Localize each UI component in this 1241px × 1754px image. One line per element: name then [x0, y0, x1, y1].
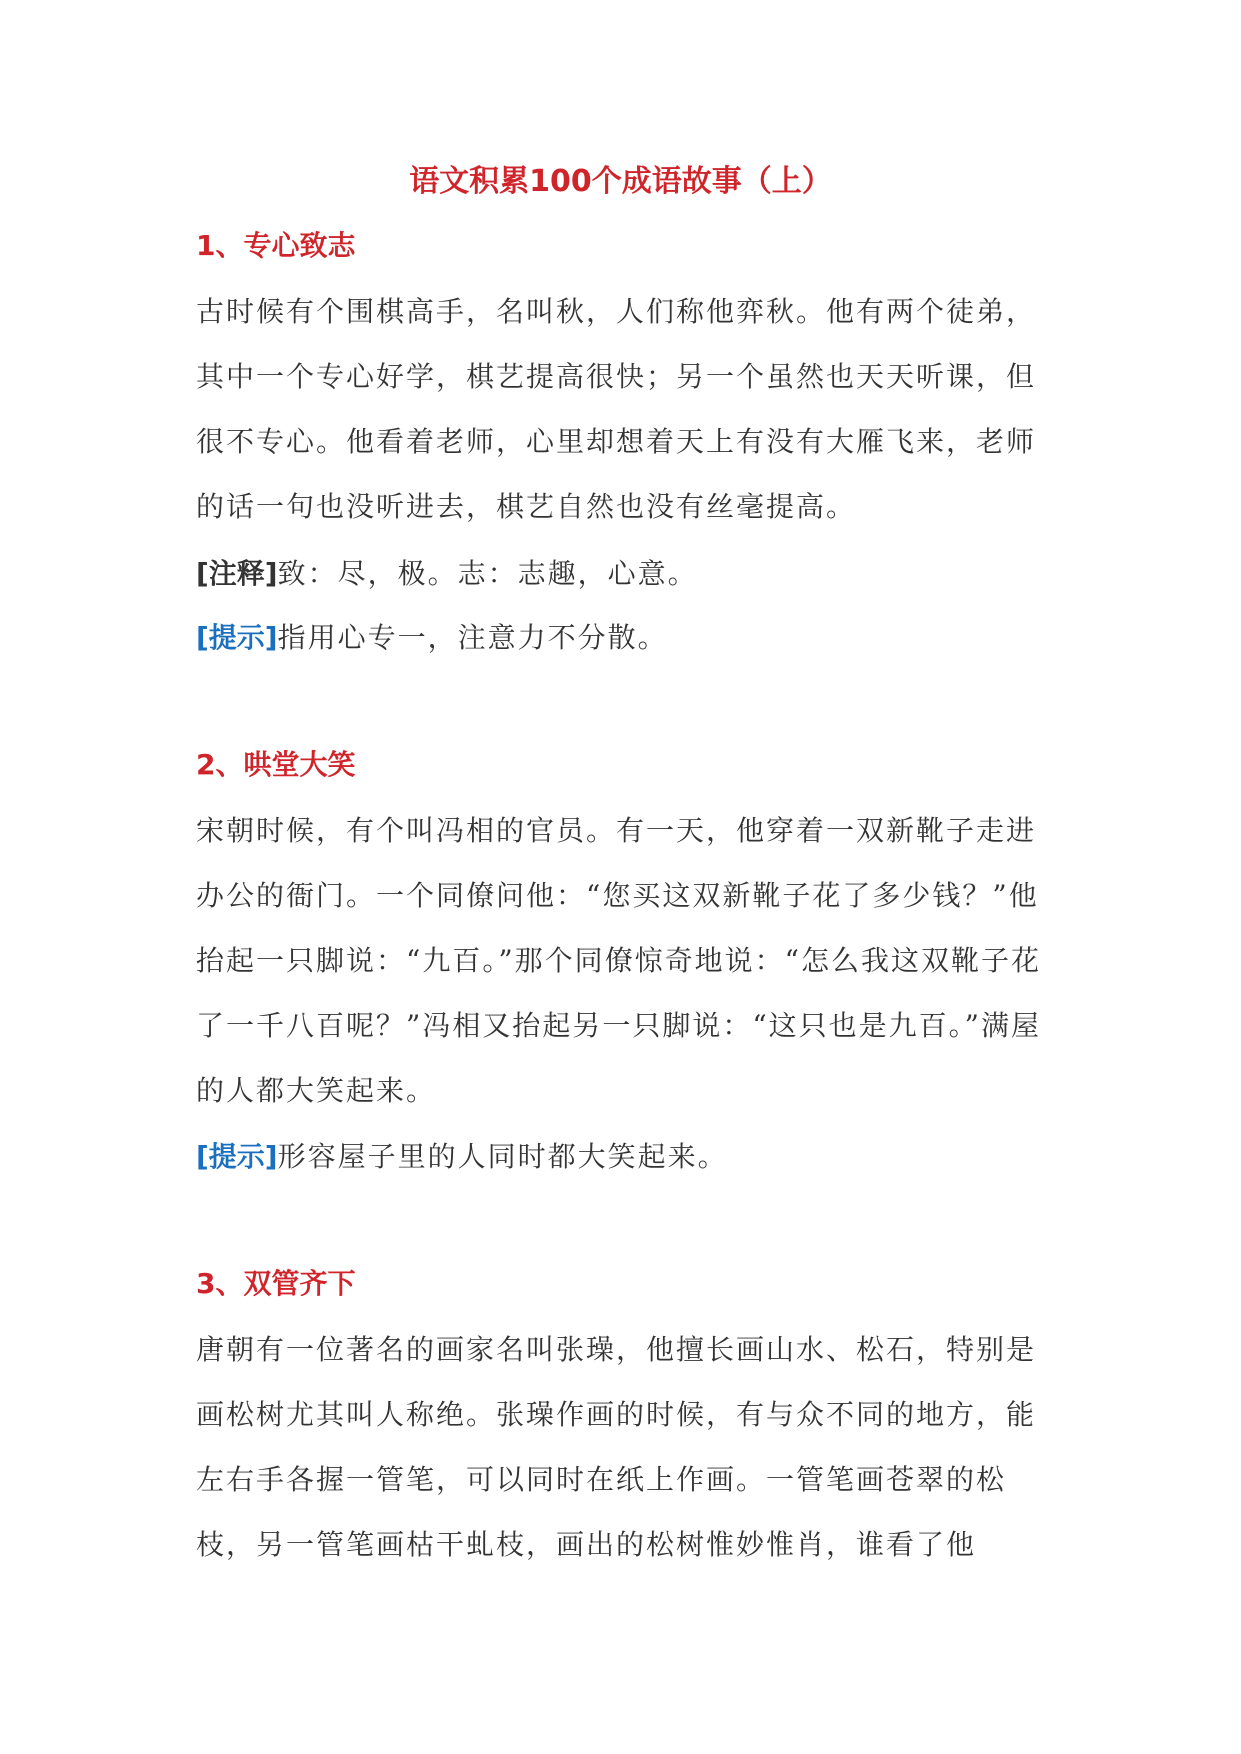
hint-text: 形容屋子里的人同时都大笑起来。: [277, 1140, 728, 1173]
story-body: 唐朝有一位著名的画家名叫张璪，他擅长画山水、松石，特别是画松树尤其叫人称绝。张璪作画的时候，有与众不同的地方，能左右手各握一管笔，可以同时在纸上作画。一管笔画苍翠的松枝，另一管笔画枯干虬枝，画出的松树惟妙惟肖，谁看了他: [196, 1333, 1037, 1561]
note-text: 致：尽，极。志：志趣，心意。: [277, 557, 698, 590]
story-hint: [196, 618, 1058, 658]
story-heading: 2、哄堂大笑: [196, 748, 356, 781]
note-tag: [注释]: [196, 557, 278, 590]
page-title: 语文积累100个成语故事（上）: [409, 164, 832, 199]
story-heading: 3、双管齐下: [196, 1267, 356, 1300]
story-hint: [196, 1137, 1058, 1177]
story-body: 古时候有个围棋高手，名叫秋，人们称他弈秋。他有两个徒弟，其中一个专心好学，棋艺提高很快；另一个虽然也天天听课，但很不专心。他看着老师，心里却想着天上有没有大雁飞来，老师的话一句也没听进去，棋艺自然也没有丝毫提高。: [196, 295, 1037, 523]
story-body: 宋朝时候，有个叫冯相的官员。有一天，他穿着一双新靴子走进办公的衙门。一个同僚问他：“您买这双新靴子花了多少钱？”他抬起一只脚说：“九百。”那个同僚惊奇地说：“怎么我这双靴子花了一千八百呢？”冯相又抬起另一只脚说：“这只也是九百。”满屋的人都大笑起来。: [196, 814, 1041, 1107]
story-note: [196, 554, 1058, 594]
hint-tag: [提示]: [196, 1140, 278, 1173]
hint-tag: [提示]: [196, 621, 278, 654]
hint-text: 指用心专一，注意力不分散。: [277, 621, 668, 654]
story-heading: 1、专心致志: [196, 229, 356, 262]
